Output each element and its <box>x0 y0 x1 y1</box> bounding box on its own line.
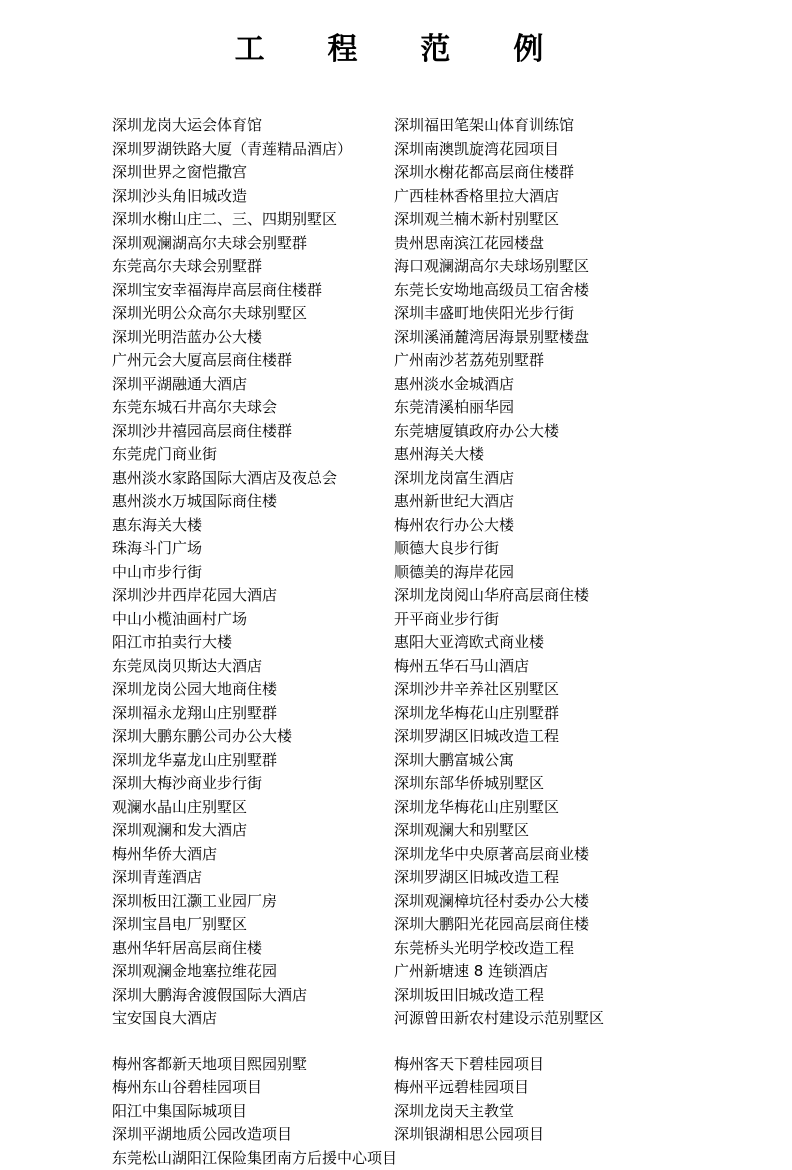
table-row <box>112 138 768 162</box>
project-name-right: 惠阳大亚湾欧式商业楼 <box>394 631 768 655</box>
project-name-right: 深圳罗湖区旧城改造工程 <box>394 866 768 890</box>
project-name-right: 惠州海关大楼 <box>394 443 768 467</box>
project-name-left: 东莞东城石井高尔夫球会 <box>112 396 394 420</box>
project-name-left: 广州元会大厦高层商住楼群 <box>112 349 394 373</box>
table-row <box>112 1076 768 1100</box>
project-name-left: 梅州客都新天地项目熙园别墅 <box>112 1053 394 1077</box>
project-name-right: 广州新塘速 8 连锁酒店 <box>394 960 768 984</box>
table-row <box>112 279 768 303</box>
project-name-left: 深圳沙井西岸花园大酒店 <box>112 584 394 608</box>
project-name-right: 惠州新世纪大酒店 <box>394 490 768 514</box>
project-name-right: 深圳观兰楠木新村别墅区 <box>394 208 768 232</box>
table-row <box>112 608 768 632</box>
project-name-left: 深圳罗湖铁路大厦（青莲精品酒店） <box>112 138 394 162</box>
project-name-right: 海口观澜湖高尔夫球场别墅区 <box>394 255 768 279</box>
table-row <box>112 631 768 655</box>
project-list-primary <box>0 114 792 1170</box>
project-name-right: 梅州五华石马山酒店 <box>394 655 768 679</box>
table-row <box>112 114 768 138</box>
project-name-left: 深圳水榭山庄二、三、四期别墅区 <box>112 208 394 232</box>
project-name-left: 深圳宝安幸福海岸高层商住楼群 <box>112 279 394 303</box>
project-name-left: 深圳沙井禧园高层商住楼群 <box>112 420 394 444</box>
project-name-left: 深圳龙华嘉龙山庄别墅群 <box>112 749 394 773</box>
table-row <box>112 749 768 773</box>
project-name-left: 东莞虎门商业街 <box>112 443 394 467</box>
project-name-left: 深圳龙岗大运会体育馆 <box>112 114 394 138</box>
project-name-right: 深圳龙华梅花山庄别墅区 <box>394 796 768 820</box>
project-name-left: 中山市步行街 <box>112 561 394 585</box>
project-name-right: 深圳沙井辛养社区别墅区 <box>394 678 768 702</box>
project-name-right: 深圳坂田旧城改造工程 <box>394 984 768 1008</box>
table-row <box>112 819 768 843</box>
project-name-right: 深圳溪涌麓湾居海景别墅楼盘 <box>394 326 768 350</box>
table-row <box>112 161 768 185</box>
project-name-left: 东莞凤岗贝斯达大酒店 <box>112 655 394 679</box>
project-name-right: 开平商业步行街 <box>394 608 768 632</box>
project-name-left: 深圳观澜金地塞拉维花园 <box>112 960 394 984</box>
project-name-right: 河源曾田新农村建设示范别墅区 <box>394 1007 768 1031</box>
table-row <box>112 1007 768 1031</box>
table-row <box>112 960 768 984</box>
project-name-right: 梅州平远碧桂园项目 <box>394 1076 768 1100</box>
table-row <box>112 443 768 467</box>
project-name-left: 深圳光明公众高尔夫球别墅区 <box>112 302 394 326</box>
project-name-left: 观澜水晶山庄别墅区 <box>112 796 394 820</box>
project-name-left: 中山小榄油画村广场 <box>112 608 394 632</box>
table-row <box>112 1053 768 1077</box>
section-divider <box>112 1031 768 1053</box>
project-name-left: 深圳大鹏东鹏公司办公大楼 <box>112 725 394 749</box>
project-name-left: 阳江中集国际城项目 <box>112 1100 394 1124</box>
project-name-right: 深圳东部华侨城别墅区 <box>394 772 768 796</box>
project-name-left: 惠州华轩居高层商住楼 <box>112 937 394 961</box>
project-name-right: 深圳龙华梅花山庄别墅群 <box>394 702 768 726</box>
table-row <box>112 185 768 209</box>
project-name-left: 深圳观澜湖高尔夫球会别墅群 <box>112 232 394 256</box>
table-row <box>112 584 768 608</box>
project-name-right: 东莞桥头光明学校改造工程 <box>394 937 768 961</box>
project-name-right: 广州南沙茗荔苑别墅群 <box>394 349 768 373</box>
project-name-left: 深圳光明浩蓝办公大楼 <box>112 326 394 350</box>
table-row <box>112 890 768 914</box>
table-row <box>112 467 768 491</box>
project-name-left: 深圳沙头角旧城改造 <box>112 185 394 209</box>
project-name-right: 深圳龙岗富生酒店 <box>394 467 768 491</box>
table-row <box>112 490 768 514</box>
project-name-left: 深圳福永龙翔山庄别墅群 <box>112 702 394 726</box>
project-name-right: 梅州客天下碧桂园项目 <box>394 1053 768 1077</box>
project-name-left: 深圳世界之窗恺撒宫 <box>112 161 394 185</box>
table-row <box>112 396 768 420</box>
project-name-left: 珠海斗门广场 <box>112 537 394 561</box>
project-name-right: 深圳丰盛町地侠阳光步行街 <box>394 302 768 326</box>
table-row <box>112 420 768 444</box>
table-row <box>112 561 768 585</box>
project-name-left: 阳江市拍卖行大楼 <box>112 631 394 655</box>
project-name-left: 深圳宝昌电厂别墅区 <box>112 913 394 937</box>
project-name-left: 梅州东山谷碧桂园项目 <box>112 1076 394 1100</box>
project-name-left: 梅州华侨大酒店 <box>112 843 394 867</box>
project-name-right: 东莞清溪柏丽华园 <box>394 396 768 420</box>
table-row <box>112 349 768 373</box>
table-row <box>112 843 768 867</box>
project-name-left: 惠东海关大楼 <box>112 514 394 538</box>
table-row <box>112 772 768 796</box>
table-row <box>112 655 768 679</box>
table-row <box>112 725 768 749</box>
table-row <box>112 326 768 350</box>
project-name-right: 东莞长安坳地高级员工宿舍楼 <box>394 279 768 303</box>
table-row <box>112 796 768 820</box>
project-name-left: 深圳大鹏海舍渡假国际大酒店 <box>112 984 394 1008</box>
table-row <box>112 302 768 326</box>
project-name-right: 贵州思南滨江花园楼盘 <box>394 232 768 256</box>
project-name-right: 深圳龙岗阅山华府高层商住楼 <box>394 584 768 608</box>
table-row <box>112 232 768 256</box>
project-name-left: 深圳龙岗公园大地商住楼 <box>112 678 394 702</box>
table-row <box>112 1100 768 1124</box>
project-name-right: 深圳南澳凯旋湾花园项目 <box>394 138 768 162</box>
project-name-left: 深圳板田江灏工业园厂房 <box>112 890 394 914</box>
project-name-right: 顺德美的海岸花园 <box>394 561 768 585</box>
project-name-right: 梅州农行办公大楼 <box>394 514 768 538</box>
project-name-right: 深圳观澜樟坑径村委办公大楼 <box>394 890 768 914</box>
project-name-right: 深圳银湖相思公园项目 <box>394 1123 768 1147</box>
table-row <box>112 255 768 279</box>
table-row <box>112 984 768 1008</box>
project-name-left: 惠州淡水万城国际商住楼 <box>112 490 394 514</box>
table-row <box>112 537 768 561</box>
table-row <box>112 937 768 961</box>
project-name-left: 惠州淡水家路国际大酒店及夜总会 <box>112 467 394 491</box>
table-row <box>112 1123 768 1147</box>
table-row <box>112 913 768 937</box>
project-name-left: 深圳青莲酒店 <box>112 866 394 890</box>
table-row <box>112 678 768 702</box>
project-name-right: 顺德大良步行街 <box>394 537 768 561</box>
project-name-left: 深圳平湖融通大酒店 <box>112 373 394 397</box>
table-row <box>112 208 768 232</box>
project-name-left: 深圳观澜和发大酒店 <box>112 819 394 843</box>
project-name-left: 宝安国良大酒店 <box>112 1007 394 1031</box>
project-name-right: 东莞塘厦镇政府办公大楼 <box>394 420 768 444</box>
project-name-tail: 东莞松山湖阳江保险集团南方后援中心项目 <box>112 1147 768 1170</box>
project-name-right: 深圳大鹏富城公寓 <box>394 749 768 773</box>
table-row <box>112 702 768 726</box>
project-name-right: 深圳观澜大和别墅区 <box>394 819 768 843</box>
project-name-left: 深圳平湖地质公园改造项目 <box>112 1123 394 1147</box>
table-row <box>112 514 768 538</box>
table-row <box>112 866 768 890</box>
project-name-right: 广西桂林香格里拉大酒店 <box>394 185 768 209</box>
project-name-right: 惠州淡水金城酒店 <box>394 373 768 397</box>
project-name-left: 东莞高尔夫球会别墅群 <box>112 255 394 279</box>
project-name-right: 深圳大鹏阳光花园高层商住楼 <box>394 913 768 937</box>
project-name-right: 深圳罗湖区旧城改造工程 <box>394 725 768 749</box>
project-name-right: 深圳龙岗天主教堂 <box>394 1100 768 1124</box>
project-name-left: 深圳大梅沙商业步行街 <box>112 772 394 796</box>
project-name-right: 深圳龙华中央原著高层商业楼 <box>394 843 768 867</box>
project-name-right: 深圳水榭花都高层商住楼群 <box>394 161 768 185</box>
page-title: 工 程 范 例 <box>0 0 792 78</box>
project-name-right: 深圳福田笔架山体育训练馆 <box>394 114 768 138</box>
table-row <box>112 373 768 397</box>
